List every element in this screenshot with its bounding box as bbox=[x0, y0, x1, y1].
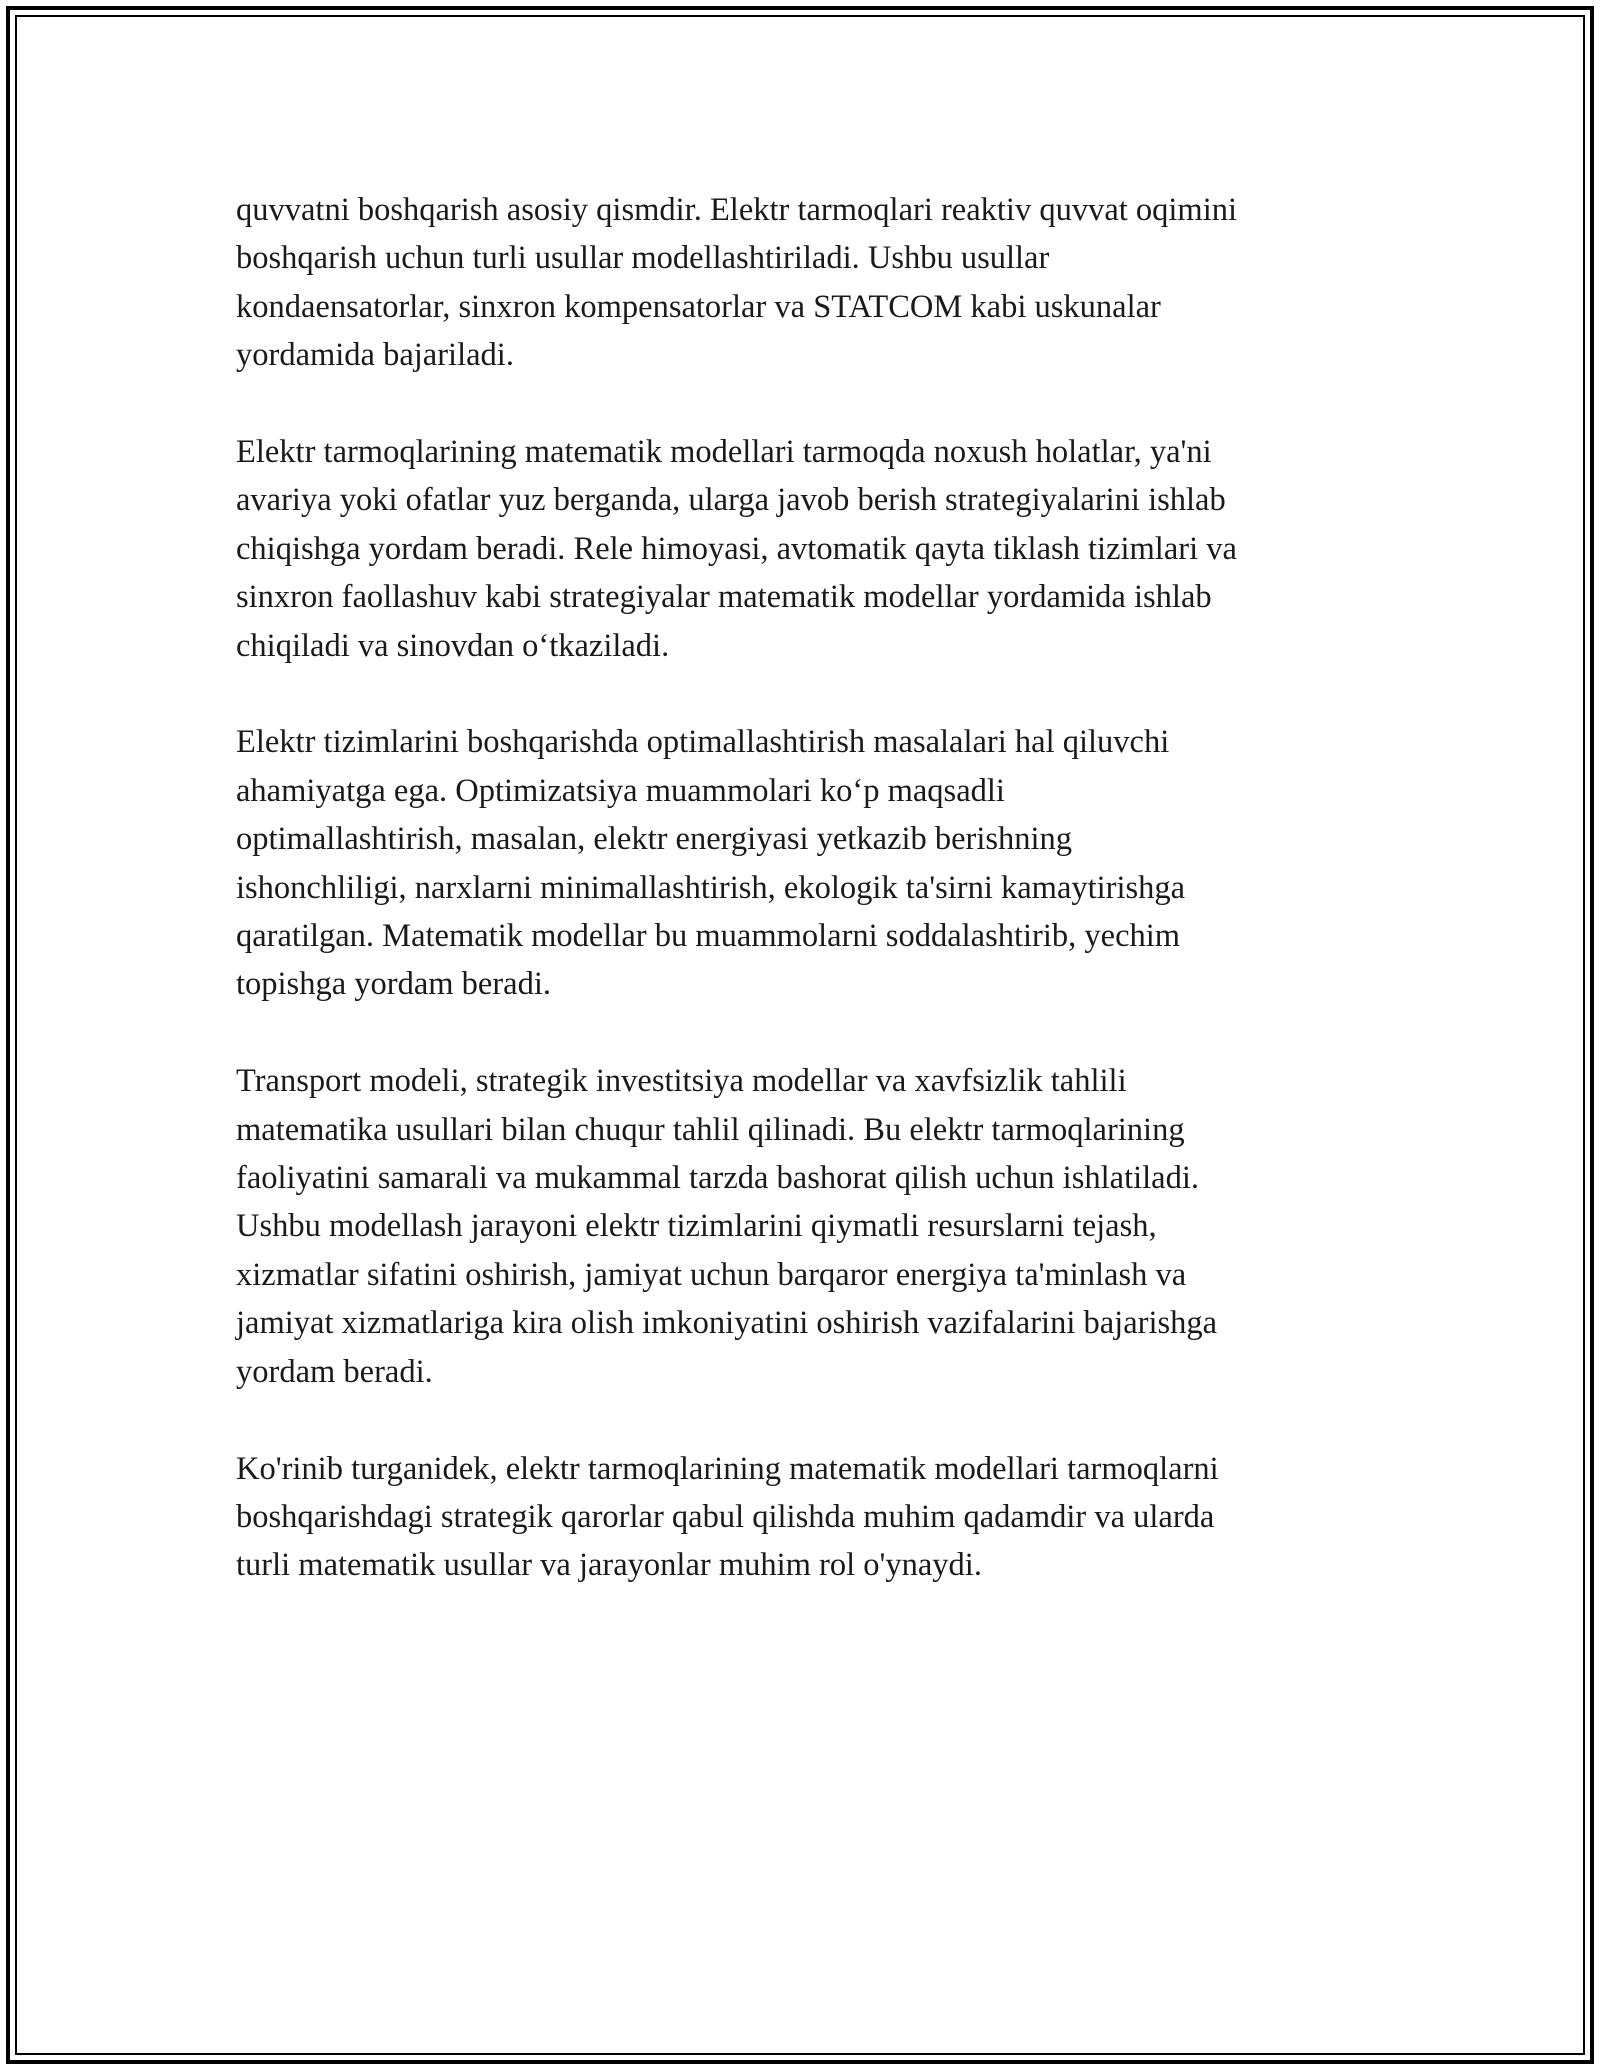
document-body bbox=[236, 186, 1396, 1638]
paragraph-4: Transport modeli, strategik investitsiya modellar va xavfsizlik tahlili matematika usullari bilan chuqur tahlil qilinadi. Bu elektr tarmoqlarining faoliyatini samarali va mukammal tarzda bashorat qilish uchun ishlatiladi. Ushbu modellash jarayoni elektr tizimlarini qiymatli resurslarni tejash, xizmatlar sifatini oshirish, jamiyat uchun barqaror energiya ta'minlash va jamiyat xizmatlariga kira olish imkoniyatini oshirish vazifalarini bajarishga yordam beradi. bbox=[236, 1063, 1218, 1390]
paragraph-5: Ko'rinib turganidek, elektr tarmoqlarining matematik modellari tarmoqlarni boshqarishdagi strategik qarorlar qabul qilishda muhim qadamdir va ularda turli matematik usullar va jarayonlar muhim rol o'ynaydi. bbox=[236, 1450, 1219, 1584]
paragraph-3: Elektr tizimlarini boshqarishda optimallashtirish masalalari hal qiluvchi ahamiyatga ega. Optimizatsiya muammolari ko‘p maqsadli optimallashtirish, masalan, elektr energiyasi yetkazib berishning ishonchliligi, narxlarni minimallashtirish, ekologik ta'sirni kamaytirishga qaratilgan. Matematik modellar bu muammolarni soddalashtirib, yechim topishga yordam beradi. bbox=[236, 724, 1186, 1003]
paragraph-1: quvvatni boshqarish asosiy qismdir. Elektr tarmoqlari reaktiv quvvat oqimini boshqarish uchun turli usullar modellashtiriladi. Ushbu usullar kondaensatorlar, sinxron kompensatorlar va STATCOM kabi uskunalar yordamida bajariladi. bbox=[236, 192, 1238, 374]
paragraph-2: Elektr tarmoqlarining matematik modellari tarmoqda noxush holatlar, ya'ni avariya yoki ofatlar yuz berganda, ularga javob berish strategiyalarini ishlab chiqishga yordam beradi. Rele himoyasi, avtomatik qayta tiklash tizimlari va sinxron faollashuv kabi strategiyalar matematik modellar yordamida ishlab chiqiladi va sinovdan o‘tkaziladi. bbox=[236, 434, 1237, 664]
